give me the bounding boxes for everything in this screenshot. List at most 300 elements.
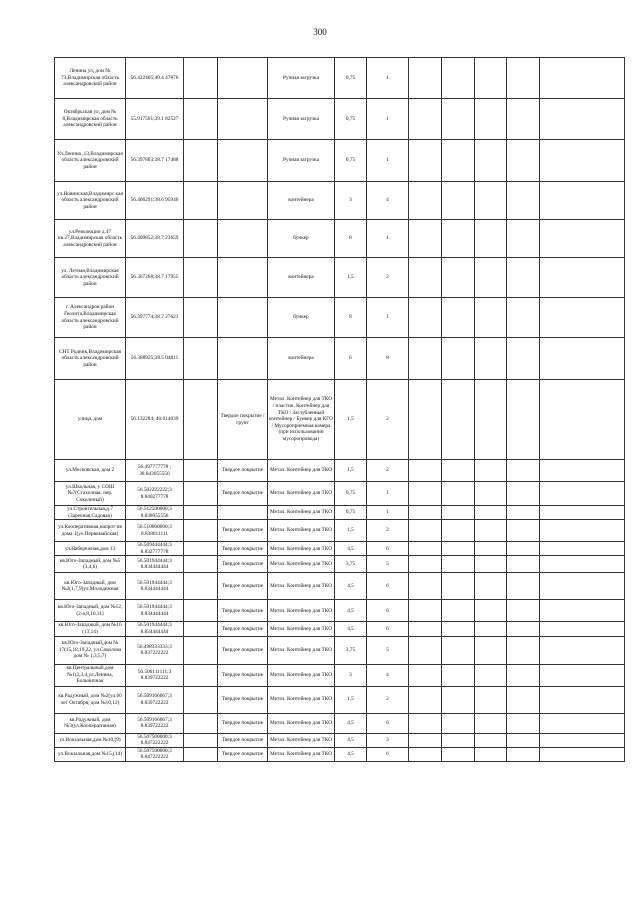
cell-surface [218,506,268,520]
cell-empty [507,58,540,99]
cell-empty [540,380,625,460]
table-row [55,713,625,733]
cell-address: ул.Московская, дом 2 [55,460,126,482]
cell-empty [540,298,625,338]
cell-empty [442,258,475,298]
cell-empty [475,747,507,761]
cell-empty [409,182,442,220]
cell-empty [507,686,540,713]
cell-empty [475,258,507,298]
cell-container-type: Метал. Контейнер для ТКО [268,600,335,622]
cell-empty [540,258,625,298]
cell-empty [442,58,475,99]
cell-coordinates: 56.422405;40.4 47876 [126,58,184,99]
cell-address: кв.Юго-Западный, дом №12, (2-а,8,10,11) [55,600,126,622]
cell-address: кв.Юго-Западный, дом №16 (13,14) [55,622,126,636]
cell-empty [184,664,218,686]
cell-empty [475,298,507,338]
cell-container-type: Метал. Контейнер для ТКО [268,506,335,520]
cell-count: 6 [367,747,409,761]
cell-volume: 1,5 [335,380,367,460]
cell-volume: 6 [335,338,367,380]
cell-empty [409,220,442,258]
table-row [55,182,625,220]
cell-address: кв.Юго-Западный, дом №2(1,7,9)ул.Молодежная [55,573,126,600]
cell-container-type: Метал. Контейнер для ТКО [268,482,335,506]
cell-address: Октябрьская ул, дом № 8,Владимирская область александровский район [55,99,126,140]
cell-empty [475,520,507,542]
cell-surface [218,338,268,380]
cell-surface: Твердое покрытие [218,556,268,573]
cell-empty [540,713,625,733]
cell-volume: 0,75 [335,58,367,99]
cell-surface [218,182,268,220]
cell-coordinates: 56.509166667;3 8.839722222 [126,713,184,733]
cell-empty [507,573,540,600]
cell-count: 3 [367,733,409,747]
cell-empty [475,506,507,520]
cell-empty [442,182,475,220]
cell-empty [475,622,507,636]
cell-coordinates: 56.367268;38.7 17955 [126,258,184,298]
cell-empty [184,220,218,258]
cell-empty [540,338,625,380]
cell-empty [540,600,625,622]
cell-count: 4 [367,664,409,686]
table-row [55,506,625,520]
cell-volume: 0,75 [335,506,367,520]
cell-empty [184,482,218,506]
cell-empty [507,733,540,747]
cell-coordinates: 56.501944444;3 8.834444444 [126,622,184,636]
cell-empty [184,140,218,182]
cell-address: ул.Школьная, у СОШ №7(Стахолная, пер. Соколиный) [55,482,126,506]
cell-volume: 4,5 [335,542,367,556]
table-row [55,460,625,482]
cell-empty [475,482,507,506]
cell-empty [409,686,442,713]
cell-count: 2 [367,460,409,482]
table-row [55,747,625,761]
cell-volume: 4,5 [335,747,367,761]
cell-empty [184,713,218,733]
cell-empty [540,686,625,713]
cell-volume: 1,5 [335,460,367,482]
cell-empty [475,380,507,460]
table-row [55,482,625,506]
cell-coordinates: 56.512500000;3 8.838055556 [126,506,184,520]
cell-empty [184,338,218,380]
table-row [55,664,625,686]
cell-count: 5 [367,636,409,664]
cell-container-type: Метал. Контейнер для ТКО [268,747,335,761]
cell-empty [507,622,540,636]
cell-empty [409,520,442,542]
cell-empty [442,573,475,600]
cell-empty [475,664,507,686]
cell-empty [507,747,540,761]
cell-empty [184,58,218,99]
cell-empty [442,99,475,140]
cell-empty [409,460,442,482]
cell-empty [442,460,475,482]
table-row [55,338,625,380]
table-row [55,622,625,636]
cell-surface: Твердое покрытие / грунт [218,380,268,460]
cell-empty [507,556,540,573]
cell-empty [184,542,218,556]
cell-empty [442,506,475,520]
cell-volume: 4,5 [335,713,367,733]
cell-volume: 4,5 [335,622,367,636]
cell-surface [218,58,268,99]
cell-empty [442,636,475,664]
cell-empty [540,482,625,506]
cell-container-type: Метал. Контейнер для ТКО [268,520,335,542]
cell-container-type: Метал. Контейнер для ТКО / пластик. Контейнер для ТКО / Заглубленный контейнер / Бункер для КГО / Мусороприемная камера (при использовании мусоропровода) [268,380,335,460]
cell-surface [218,258,268,298]
cell-empty [184,520,218,542]
cell-coordinates: 56.502222222;3 8.840277778 [126,482,184,506]
cell-coordinates: 56.501944444;3 8.834444444 [126,573,184,600]
cell-empty [540,622,625,636]
cell-count: 6 [367,573,409,600]
cell-container-type: бункер [268,298,335,338]
cell-empty [507,506,540,520]
cell-empty [540,636,625,664]
cell-empty [409,298,442,338]
cell-address: улица, дом [55,380,126,460]
cell-empty [442,733,475,747]
cell-surface: Твердое покрытие [218,664,268,686]
cell-empty [184,733,218,747]
cell-address: ул.Новинская,Владимирс кая область александровский район [55,182,126,220]
cell-surface: Твердое покрытие [218,482,268,506]
cell-surface: Твердое покрытие [218,713,268,733]
cell-volume: 8 [335,220,367,258]
cell-empty [475,58,507,99]
cell-empty [184,573,218,600]
table-row [55,58,625,99]
cell-address: СНТ Родник,Владимирская область александровский район [55,338,126,380]
table-row [55,520,625,542]
table-row [55,542,625,556]
cell-empty [540,556,625,573]
cell-volume: 1,5 [335,520,367,542]
cell-address: ул.Вокзальная,дом №10,(9) [55,733,126,747]
cell-empty [409,140,442,182]
cell-count: 1 [367,220,409,258]
cell-empty [409,747,442,761]
cell-empty [475,600,507,622]
cell-empty [507,220,540,258]
cell-empty [184,622,218,636]
cell-empty [184,258,218,298]
cell-empty [507,380,540,460]
cell-empty [184,99,218,140]
cell-coordinates: 56.397774;38.7 27621 [126,298,184,338]
cell-count: 1 [367,506,409,520]
cell-count: 1 [367,298,409,338]
cell-coordinates: 55.917501;39.1 82527 [126,99,184,140]
cell-address: Ленина ул, дом № 73,Владимирская область александровский район [55,58,126,99]
cell-empty [184,556,218,573]
cell-empty [442,298,475,338]
cell-empty [442,542,475,556]
cell-empty [184,182,218,220]
cell-empty [409,622,442,636]
cell-address: ул.Кооперативная,напрот ив дома 1(ул.Первомайская) [55,520,126,542]
cell-address: ул. Летная,Владимирская область александровский район [55,258,126,298]
cell-container-type: Метал. Контейнер для ТКО [268,664,335,686]
cell-volume: 4,5 [335,600,367,622]
cell-surface: Твердое покрытие [218,636,268,664]
cell-empty [442,140,475,182]
cell-empty [184,600,218,622]
cell-empty [540,733,625,747]
cell-container-type: Ручная загрузка [268,140,335,182]
cell-empty [540,506,625,520]
cell-container-type: Метал. Контейнер для ТКО [268,556,335,573]
cell-empty [442,600,475,622]
table-row [55,686,625,713]
cell-empty [442,520,475,542]
cell-container-type: Ручная загрузка [268,58,335,99]
cell-empty [409,556,442,573]
cell-volume: 0,75 [335,99,367,140]
cell-container-type: контейнера [268,338,335,380]
cell-coordinates: 56.501944444;3 8.834444444 [126,556,184,573]
cell-volume: 8 [335,298,367,338]
cell-volume: 1,5 [335,686,367,713]
cell-empty [540,664,625,686]
cell-coordinates: 56.397803;38.7 17488 [126,140,184,182]
cell-coordinates: 56.509444444;3 8.832777778 [126,542,184,556]
cell-empty [507,182,540,220]
cell-address: кв.Радужный, дом №2(ул.60 лет Октября, дом №10,12) [55,686,126,713]
cell-count: 2 [367,520,409,542]
cell-container-type: Метал. Контейнер для ТКО [268,686,335,713]
cell-empty [442,380,475,460]
cell-coordinates: 56.501944444;3 8.834444444 [126,600,184,622]
cell-empty [409,542,442,556]
table-row [55,600,625,622]
waste-sites-table [54,57,625,762]
cell-surface: Твердое покрытие [218,733,268,747]
cell-container-type: Метал. Контейнер для ТКО [268,733,335,747]
cell-surface [218,140,268,182]
cell-empty [507,298,540,338]
cell-empty [540,542,625,556]
cell-volume: 3,75 [335,636,367,664]
cell-empty [507,713,540,733]
cell-count: 1 [367,58,409,99]
cell-address: Ул.Ленина ,13,Владимирская область александровский район [55,140,126,182]
cell-coordinates: 56.388925;38.5 04811 [126,338,184,380]
cell-volume: 0,75 [335,482,367,506]
cell-empty [540,520,625,542]
cell-address: кв.Центральный,дом №1(2,3,4,ул.Ленина, Больничная [55,664,126,686]
cell-empty [540,573,625,600]
table-row [55,140,625,182]
cell-empty [409,600,442,622]
cell-container-type: контейнера [268,182,335,220]
cell-empty [507,258,540,298]
cell-empty [409,58,442,99]
cell-empty [442,686,475,713]
cell-surface: Твердое покрытие [218,622,268,636]
cell-empty [475,182,507,220]
cell-empty [409,380,442,460]
cell-address: г. Александров район Геолита,Владимирская область александровский район [55,298,126,338]
cell-empty [409,713,442,733]
cell-coordinates: 56.497777778 ; 38.843055556 [126,460,184,482]
cell-count: 8 [367,338,409,380]
cell-volume: 4,5 [335,573,367,600]
cell-empty [475,338,507,380]
cell-count: 2 [367,258,409,298]
cell-coordinates: 56.406291;38.6 95946 [126,182,184,220]
cell-coordinates: 56.509166667;3 8.839722222 [126,686,184,713]
cell-count: 4 [367,182,409,220]
cell-empty [507,636,540,664]
table-row [55,636,625,664]
cell-empty [507,664,540,686]
cell-empty [184,298,218,338]
cell-empty [540,99,625,140]
cell-count: 6 [367,542,409,556]
cell-count: 2 [367,686,409,713]
cell-empty [475,733,507,747]
cell-count: 1 [367,99,409,140]
cell-empty [475,713,507,733]
cell-count: 1 [367,482,409,506]
table-body [55,58,625,762]
cell-count: 6 [367,622,409,636]
cell-empty [475,636,507,664]
cell-container-type: Метал. Контейнер для ТКО [268,460,335,482]
cell-container-type: Метал. Контейнер для ТКО [268,622,335,636]
cell-address: ул.Революции д.47 кв.27,Владимирская область александровский район [55,220,126,258]
cell-surface: Твердое покрытие [218,747,268,761]
cell-coordinates: 56.132284; 40.614039 [126,380,184,460]
cell-empty [184,460,218,482]
cell-surface: Твердое покрытие [218,686,268,713]
cell-empty [540,460,625,482]
cell-empty [442,713,475,733]
cell-empty [507,99,540,140]
cell-empty [475,140,507,182]
cell-empty [184,686,218,713]
cell-coordinates: 56.400852;38.7 23659 [126,220,184,258]
cell-coordinates: 56.507500000;3 8.847222222 [126,733,184,747]
cell-empty [507,460,540,482]
cell-empty [442,622,475,636]
cell-volume: 0,75 [335,140,367,182]
cell-empty [507,520,540,542]
cell-address: ул.Вокзальная,дом №15,(14) [55,747,126,761]
cell-address: ул.Набережная,дом 13 [55,542,126,556]
cell-volume: 4,5 [335,733,367,747]
cell-container-type: Метал. Контейнер для ТКО [268,542,335,556]
cell-surface [218,220,268,258]
cell-empty [540,58,625,99]
cell-empty [475,556,507,573]
page-number: 300 [313,27,327,37]
cell-coordinates: 56.506111111;3 8.839722222 [126,664,184,686]
cell-surface: Твердое покрытие [218,520,268,542]
cell-empty [184,506,218,520]
cell-empty [507,600,540,622]
cell-empty [540,140,625,182]
cell-volume: 3 [335,664,367,686]
table-row [55,258,625,298]
table-row [55,298,625,338]
cell-empty [540,747,625,761]
cell-surface [218,298,268,338]
cell-container-type: Метал. Контейнер для ТКО [268,573,335,600]
cell-empty [442,338,475,380]
cell-empty [409,664,442,686]
cell-volume: 3,75 [335,556,367,573]
cell-surface: Твердое покрытие [218,600,268,622]
cell-count: 6 [367,713,409,733]
cell-empty [409,506,442,520]
table-row [55,220,625,258]
cell-address: кв.Радужный, дом №3(ул.Кооперативная) [55,713,126,733]
cell-container-type: контейнера [268,258,335,298]
cell-count: 1 [367,140,409,182]
cell-surface [218,99,268,140]
table-row [55,380,625,460]
cell-count: 2 [367,380,409,460]
cell-empty [475,686,507,713]
cell-empty [442,482,475,506]
cell-surface: Твердое покрытие [218,573,268,600]
cell-empty [442,747,475,761]
cell-count: 6 [367,600,409,622]
cell-empty [475,220,507,258]
table-row [55,99,625,140]
cell-empty [442,664,475,686]
cell-empty [409,482,442,506]
cell-empty [540,220,625,258]
table-row [55,573,625,600]
cell-empty [475,573,507,600]
cell-volume: 3 [335,182,367,220]
cell-coordinates: 56.507500000;3 8.847222222 [126,747,184,761]
cell-empty [507,542,540,556]
cell-empty [409,636,442,664]
cell-empty [507,338,540,380]
cell-empty [184,636,218,664]
cell-empty [409,573,442,600]
cell-empty [409,733,442,747]
cell-surface: Твердое покрытие [218,460,268,482]
cell-surface: Твердое покрытие [218,542,268,556]
cell-count: 5 [367,556,409,573]
cell-empty [442,556,475,573]
cell-container-type: Ручная загрузка [268,99,335,140]
cell-address: ул.Строительная,д.7 (Заречная,Садовая) [55,506,126,520]
cell-empty [475,99,507,140]
cell-empty [442,220,475,258]
cell-empty [409,338,442,380]
cell-empty [507,482,540,506]
cell-volume: 1,5 [335,258,367,298]
cell-coordinates: 56.498333333;3 8.837222222 [126,636,184,664]
cell-coordinates: 56.510000000;3 8.838611111 [126,520,184,542]
